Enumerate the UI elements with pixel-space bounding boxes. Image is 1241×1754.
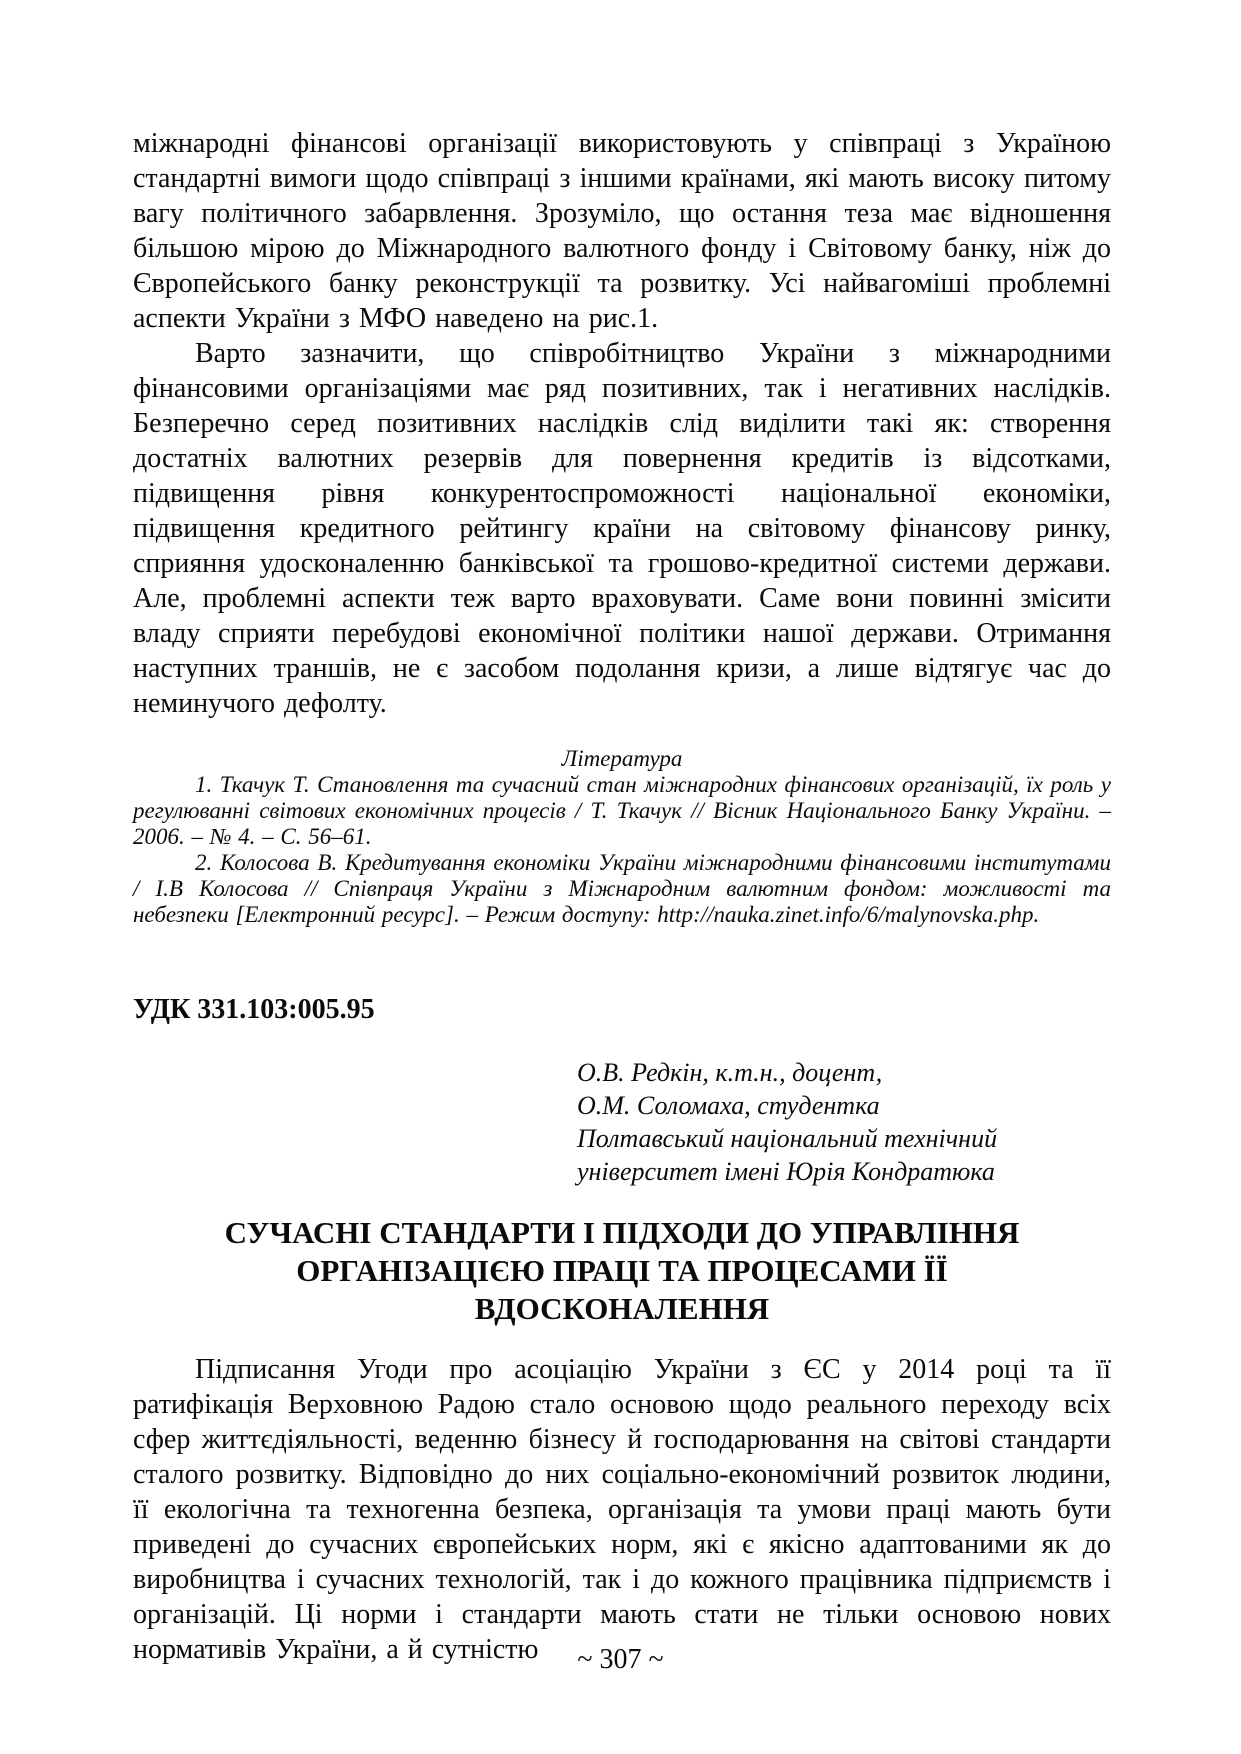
literature-heading: Література — [561, 746, 683, 771]
author-line-1: О.В. Редкін, к.т.н., доцент, — [577, 1058, 883, 1087]
lead-paragraph: Підписання Угоди про асоціацію України з ЄС у 2014 році та її ратифікація Верховною Радою стало основою щодо реального переходу всіх сфер життєдіяльності, веденню бізнесу й господарювання на світові стандарти сталого розвитку. Відповідно до них соціально-економічний розвиток людини, її екологічна та техногенна безпека, організація та умови праці мають бути приведені до сучасних європейських норм, які є якісно адаптованими як до виробництва і сучасних технологій, так і до кожного працівника підприємств і організацій. Ці норми і стандарти мають стати не тільки основою нових нормативів України, а й сутністю — [133, 1354, 1111, 1665]
page-number: ~ 307 ~ — [577, 1644, 664, 1675]
affiliation-line-1: Полтавський національний технічний — [577, 1124, 998, 1153]
authors-block — [577, 1056, 1111, 1188]
literature-item-1: 1. Ткачук Т. Становлення та сучасний стан міжнародних фінансових організацій, їх роль у регулюванні світових економічних процесів / Т. Ткачук // Вісник Національного Банку України. – 2006. – № 4. – С. 56–61. — [133, 772, 1111, 849]
author-line-2: О.М. Соломаха, студентка — [577, 1091, 880, 1120]
udc-code: УДК 331.103:005.95 — [133, 994, 375, 1025]
text-block — [133, 126, 1111, 1667]
literature-item-2: 2. Колосова В. Кредитування економіки України міжнародними фінансовими інститутами / І.В Колосова // Співпраця України з Міжнародним валютним фондом: можливості та небезпеки [Електронний ресурс]. – Режим доступу: http://nauka.zinet.info/6/malynovska.php. — [133, 850, 1111, 927]
article-title: СУЧАСНІ СТАНДАРТИ І ПІДХОДИ ДО УПРАВЛІННЯ ОРГАНІЗАЦІЄЮ ПРАЦІ ТА ПРОЦЕСАМИ ЇЇ ВДОСКОНАЛЕННЯ — [224, 1215, 1020, 1326]
continued-paragraph: міжнародні фінансові організації використовують у співпраці з Україною стандартні вимоги щодо співпраці з іншими країнами, які мають високу питому вагу політичного забарвлення. Зрозуміло, що остання теза має відношення більшою мірою до Міжнародного валютного фонду і Світовому банку, ніж до Європейського банку реконструкції та розвитку. Усі найвагоміші проблемні аспекти України з МФО наведено на рис.1. — [133, 128, 1111, 334]
affiliation-line-2: університет імені Юрія Кондратюка — [577, 1157, 995, 1186]
conclusion-paragraph: Варто зазначити, що співробітництво України з міжнародними фінансовими організаціями має ряд позитивних, так і негативних наслідків. Безперечно серед позитивних наслідків слід виділити такі як: створення достатніх валютних резервів для повернення кредитів із відсотками, підвищення рівня конкурентоспроможності національної економіки, підвищення кредитного рейтингу країни на світовому фінансову ринку, сприяння удосконаленню банківської та грошово-кредитної системи держави. Але, проблемні аспекти теж варто враховувати. Саме вони повинні змісити владу сприяти перебудові економічної політики нашої держави. Отримання наступних траншів, не є засобом подолання кризи, а лише відтягує час до неминучого дефолту. — [133, 338, 1111, 719]
